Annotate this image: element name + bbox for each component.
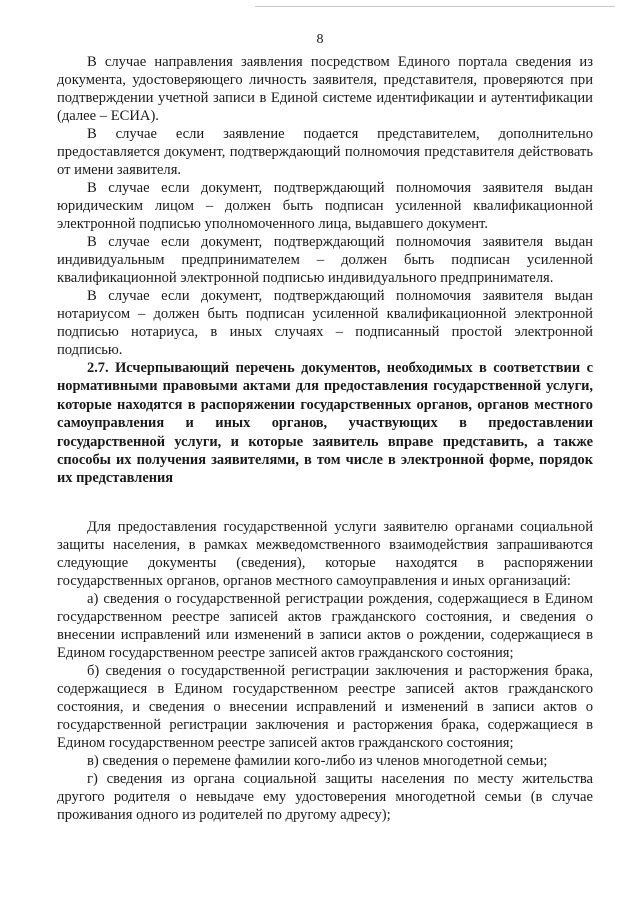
top-rule: [255, 6, 615, 7]
list-item-b-marriage: б) сведения о государственной регистрации заключения и расторжения брака, содержащиеся в Едином государственном реестре записей актов гражданского состояния, и сведения о внесении исправлений и изменений в записи актов о государственной регистрации заключения и расторжения брака, содержащиеся в Едином государственном реестре записей актов гражданского состояния;: [57, 662, 593, 751]
document-body: [57, 53, 593, 824]
paragraph-representative: В случае если заявление подается представителем, дополнительно предоставляется документ, подтверждающий полномочия представителя действовать от имени заявителя.: [57, 126, 593, 178]
paragraph-entrepreneur: В случае если документ, подтверждающий полномочия заявителя выдан индивидуальным предпринимателем – должен быть подписан усиленной квалификационной электронной подписью индивидуального предпринимателя.: [57, 234, 593, 286]
paragraph-esia: В случае направления заявления посредством Единого портала сведения из документа, удостоверяющего личность заявителя, представителя, проверяются при подтверждении учетной записи в Единой системе идентификации и аутентификации (далее – ЕСИА).: [57, 54, 593, 124]
list-item-a-birth: а) сведения о государственной регистрации рождения, содержащиеся в Едином государственном реестре записей актов гражданского состояния, и сведения о внесении исправлений или изменений в записи актов о рождении, содержащиеся в Едином государственном реестре записей актов гражданского состояния;: [57, 590, 593, 661]
page-number: 8: [316, 32, 324, 47]
section-heading-2-7: 2.7. Исчерпывающий перечень документов, необходимых в соответствии с нормативными правовыми актами для предоставления государственной услуги, которые находятся в распоряжении государственных органов, органов местного самоуправления и иных органов, участвующих в предоставлении государственной услуги, и которые заявитель вправе представить, а также способы их получения заявителями, в том числе в электронной форме, порядок их представления: [57, 360, 593, 487]
paragraph-notary: В случае если документ, подтверждающий полномочия заявителя выдан нотариусом – должен быть подписан усиленной квалификационной электронной подписью нотариуса, в иных случаях – подписанный простой электронной подписью.: [57, 288, 593, 358]
paragraph-legal-entity: В случае если документ, подтверждающий полномочия заявителя выдан юридическим лицом – должен быть подписан усиленной квалификационной электронной подписью уполномоченного лица, выдавшего документ.: [57, 180, 593, 232]
list-item-g-social-protection: г) сведения из органа социальной защиты населения по месту жительства другого родителя о невыдаче ему удостоверения многодетной семьи (в случае проживания одного из родителей по другому адресу);: [57, 770, 593, 823]
list-item-v-surname: в) сведения о перемене фамилии кого-либо из членов многодетной семьи;: [87, 752, 548, 769]
paragraph-interagency-intro: Для предоставления государственной услуги заявителю органами социальной защиты населения, в рамках межведомственного взаимодействия запрашиваются следующие документы (сведения), которые находятся в распоряжении государственных органов, органов местного самоуправления и иных организаций:: [57, 518, 593, 589]
